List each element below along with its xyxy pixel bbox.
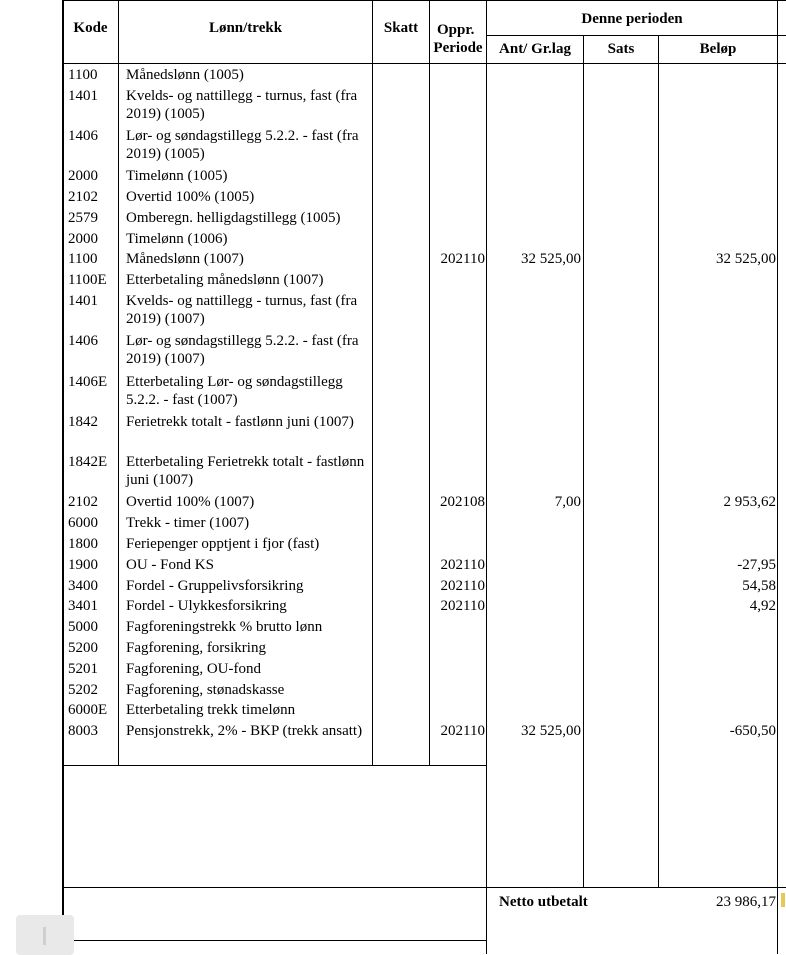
row-code: 1100 — [68, 67, 98, 83]
row-description: Etterbetaling trekk timelønn — [126, 702, 296, 718]
header-kode: Kode — [73, 20, 108, 36]
row-period: 202110 — [440, 251, 485, 267]
row-code: 8003 — [68, 723, 98, 739]
subheader-divider — [487, 35, 786, 36]
row-code: 2579 — [68, 210, 98, 226]
col-divider-sats — [658, 35, 659, 888]
row-description: Feriepenger opptjent i fjor (fast) — [126, 536, 320, 552]
header-sats: Sats — [607, 41, 635, 57]
row-code: 5202 — [68, 682, 98, 698]
header-skatt: Skatt — [383, 20, 419, 36]
row-code: 2102 — [68, 494, 98, 510]
row-code: 1100E — [68, 272, 107, 288]
row-code: 1842 — [68, 414, 98, 430]
row-period: 202110 — [440, 578, 485, 594]
left-border — [62, 0, 64, 941]
row-period: 202110 — [440, 557, 485, 573]
row-description: Etterbetaling Lør- og søndagstillegg 5.2.2. - fast (1007) — [126, 374, 343, 408]
table-bottom-border — [62, 940, 487, 941]
row-period: 202110 — [440, 598, 485, 614]
rows-bottom-border — [62, 765, 487, 766]
netto-amount: 23 986,17 — [716, 894, 776, 910]
row-description: Fagforeningstrekk % brutto lønn — [126, 619, 323, 635]
row-quantity: 32 525,00 — [521, 723, 581, 739]
row-description: Timelønn (1006) — [126, 231, 228, 247]
row-description: Etterbetaling Ferietrekk totalt - fastlønn juni (1007) — [126, 454, 365, 488]
row-description: Overtid 100% (1005) — [126, 189, 255, 205]
header-ant-gr-lag: Ant/ Gr.lag — [499, 41, 571, 57]
row-code: 1842E — [68, 454, 108, 470]
row-period: 202108 — [440, 494, 485, 510]
row-amount: 4,92 — [749, 598, 776, 614]
row-description: Månedslønn (1007) — [126, 251, 244, 267]
scroll-thumb[interactable] — [16, 915, 74, 955]
row-description: Etterbetaling månedslønn (1007) — [126, 272, 324, 288]
row-code: 1800 — [68, 536, 98, 552]
row-description: Fordel - Ulykkesforsikring — [126, 598, 287, 614]
header-lonn-trekk: Lønn/trekk — [208, 20, 283, 36]
row-description: Fagforening, stønadskasse — [126, 682, 285, 698]
col-divider-periode — [486, 0, 487, 954]
row-code: 1406E — [68, 374, 108, 390]
row-quantity: 7,00 — [554, 494, 581, 510]
row-description: Fordel - Gruppelivsforsikring — [126, 578, 304, 594]
table-top-border — [62, 0, 786, 1]
row-code: 1406 — [68, 128, 98, 144]
row-code: 2000 — [68, 168, 98, 184]
row-description: Fagforening, OU-fond — [126, 661, 261, 677]
row-description: Månedslønn (1005) — [126, 67, 244, 83]
row-code: 6000 — [68, 515, 98, 531]
header-bottom-border — [62, 63, 786, 64]
header-belop: Beløp — [699, 41, 737, 57]
row-description: Pensjonstrekk, 2% - BKP (trekk ansatt) — [126, 723, 363, 739]
row-code: 3400 — [68, 578, 98, 594]
row-code: 1406 — [68, 333, 98, 349]
row-description: Lør- og søndagstillegg 5.2.2. - fast (fra 2019) (1007) — [126, 333, 359, 367]
row-quantity: 32 525,00 — [521, 251, 581, 267]
row-description: Lør- og søndagstillegg 5.2.2. - fast (fra 2019) (1005) — [126, 128, 359, 162]
row-code: 3401 — [68, 598, 98, 614]
col-divider-lonn — [372, 0, 373, 766]
col-divider-kode — [118, 0, 119, 766]
row-amount: 54,58 — [742, 578, 776, 594]
row-code: 1900 — [68, 557, 98, 573]
row-description: Fagforening, forsikring — [126, 640, 266, 656]
row-description: Ferietrekk totalt - fastlønn juni (1007) — [126, 414, 354, 430]
row-description: Trekk - timer (1007) — [126, 515, 250, 531]
netto-label: Netto utbetalt — [499, 894, 588, 910]
row-code: 1401 — [68, 88, 98, 104]
row-code: 5201 — [68, 661, 98, 677]
row-amount: 2 953,62 — [723, 494, 776, 510]
row-code: 5200 — [68, 640, 98, 656]
col-divider-ant — [583, 35, 584, 888]
header-denne-perioden: Denne perioden — [581, 11, 683, 27]
row-description: Omberegn. helligdagstillegg (1005) — [126, 210, 341, 226]
col-divider-skatt — [429, 0, 430, 766]
row-amount: -27,95 — [737, 557, 776, 573]
row-code: 1100 — [68, 251, 98, 267]
row-code: 5000 — [68, 619, 98, 635]
netto-top-border — [62, 887, 786, 888]
edge-marker — [781, 893, 785, 907]
row-description: Kvelds- og nattillegg - turnus, fast (fra 2019) (1005) — [126, 88, 358, 122]
row-code: 2000 — [68, 231, 98, 247]
header-periode: Periode — [433, 40, 483, 56]
scroll-grip-icon — [43, 927, 46, 945]
row-description: Timelønn (1005) — [126, 168, 228, 184]
row-amount: -650,50 — [729, 723, 776, 739]
row-description: Kvelds- og nattillegg - turnus, fast (fra 2019) (1007) — [126, 293, 358, 327]
row-code: 1401 — [68, 293, 98, 309]
row-amount: 32 525,00 — [716, 251, 776, 267]
right-border — [777, 0, 778, 954]
header-oppr: Oppr. — [437, 22, 475, 38]
row-description: Overtid 100% (1007) — [126, 494, 255, 510]
row-code: 2102 — [68, 189, 98, 205]
row-description: OU - Fond KS — [126, 557, 214, 573]
row-period: 202110 — [440, 723, 485, 739]
row-code: 6000E — [68, 702, 108, 718]
